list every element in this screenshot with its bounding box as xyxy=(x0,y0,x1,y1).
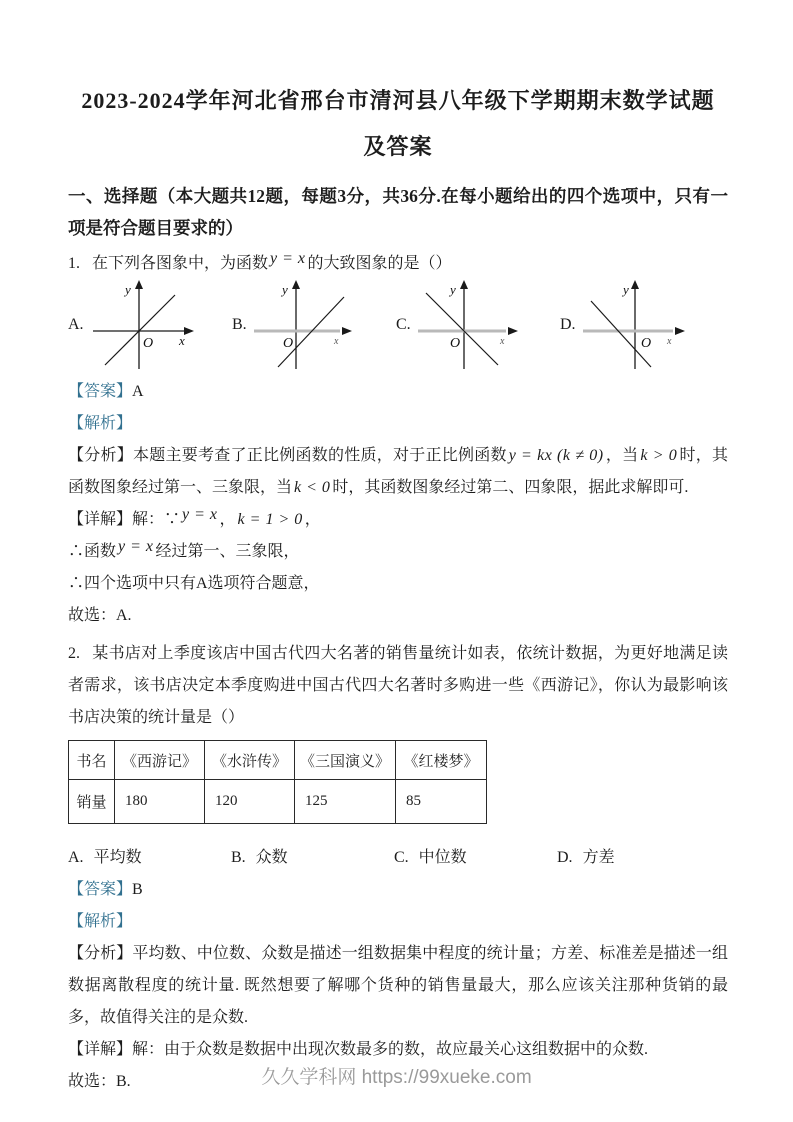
q1-conclusion-1-text-2: 经过第一、三象限， xyxy=(155,543,300,560)
y-axis-arrow-icon xyxy=(292,280,300,289)
x-axis-label: x xyxy=(666,336,672,347)
table-header-hongloumeng: 《红楼梦》 xyxy=(396,741,487,780)
q2-option-c xyxy=(394,842,557,874)
q1-stem-pre: 在下列各图象中，为函数 xyxy=(92,255,269,272)
q2-stem xyxy=(68,638,728,734)
q1-conclusion-2: ∴四个选项中只有A选项符合题意， xyxy=(68,575,320,592)
q2-option-d-text: 方差 xyxy=(582,849,615,866)
answer-label: 【答案】 xyxy=(68,383,133,400)
q1-stem xyxy=(68,248,728,280)
q2-option-a-label: A. xyxy=(68,849,84,866)
q2-detail-text: 解：由于众数是数据中出现次数最多的数，故应最关心这组数据中的众数. xyxy=(132,1041,649,1058)
x-axis-label: x xyxy=(333,336,339,347)
table-cell-value: 85 xyxy=(396,780,487,824)
q1-analysis-text-3: 时，其函数图象经过第一、三象限，当 xyxy=(68,447,728,496)
x-axis-arrow-icon xyxy=(184,327,194,335)
x-axis-label: x xyxy=(178,333,185,348)
q1-detail-text-2: ， xyxy=(219,511,236,528)
q2-options xyxy=(68,842,728,874)
site-footer xyxy=(0,1062,793,1089)
analysis-label: 【分析】 xyxy=(68,945,133,962)
table-header-xiyouji: 《西游记》 xyxy=(115,741,205,780)
q1-analysis-math-2: k > 0 xyxy=(640,447,678,464)
detail-label: 【详解】 xyxy=(68,1041,133,1058)
table-cell-value: 120 xyxy=(205,780,295,824)
q2-answer-line xyxy=(68,874,728,906)
graph-b-positive-slope-right-of-origin xyxy=(250,279,362,371)
q1-option-b xyxy=(232,280,396,370)
origin-label: O xyxy=(449,336,460,351)
origin-label: O xyxy=(640,336,651,351)
table-header-row xyxy=(69,741,487,780)
q1-conclusion-1-text-1: ∴函数 xyxy=(68,543,117,560)
table-header-sanguoyanyi: 《三国演义》 xyxy=(295,741,396,780)
q1-option-graphs xyxy=(68,280,728,370)
function-line xyxy=(591,301,651,367)
q1-conclusion-1-math: y = x xyxy=(118,538,154,555)
q2-option-a xyxy=(68,842,231,874)
option-b-label: B. xyxy=(232,316,247,333)
q2-analysis-text: 平均数、中位数、众数是描述一组数据集中程度的统计量；方差、标准差是描述一组数据离散程度的统计量. 既然想要了解哪个货种的销售量最大，那么应该关注那种货销的最多，故值得关注的是众数. xyxy=(68,945,728,1026)
function-line xyxy=(426,293,498,365)
q1-analysis-text-2: ，当 xyxy=(605,447,639,464)
analysis-label: 【分析】 xyxy=(68,447,133,464)
option-a-label: A. xyxy=(68,316,84,333)
q1-option-a xyxy=(68,280,232,370)
q1-analysis-text-1: 本题主要考查了正比例函数的性质，对于正比例函数 xyxy=(133,447,507,464)
q1-analysis-math-3: k < 0 xyxy=(294,479,331,496)
q1-detail-text-3: ， xyxy=(304,511,321,528)
table-row-label: 销量 xyxy=(69,780,115,824)
y-axis-arrow-icon xyxy=(460,280,468,289)
q1-final-answer: 故选：A. xyxy=(68,607,132,624)
q1-answer-value: A xyxy=(132,383,144,400)
table-row xyxy=(69,780,487,824)
x-axis-arrow-icon xyxy=(675,327,685,335)
q2-option-d xyxy=(557,842,615,874)
q1-analysis xyxy=(68,440,728,504)
q2-stem-text: 某书店对上季度该店中国古代四大名著的销售量统计如表，依统计数据，为更好地满足读者需求，该书店决定本季度购进中国古代四大名著时多购进一些《西游记》，你认为最影响该书店决策的统计量是（） xyxy=(68,645,728,726)
q1-analysis-math-1: y = kx (k ≠ 0) xyxy=(508,447,604,464)
q1-option-d xyxy=(560,280,691,370)
explain-label: 【解析】 xyxy=(68,415,133,432)
q2-analysis xyxy=(68,938,728,1034)
answer-label: 【答案】 xyxy=(68,881,133,898)
sales-table xyxy=(68,740,487,824)
graph-d-negative-slope-left-of-origin xyxy=(579,279,691,371)
q2-option-b-label: B. xyxy=(231,849,246,866)
q1-analysis-text-4: 时，其函数图象经过第二、四象限，据此求解即可. xyxy=(332,479,689,496)
q1-formula: y = x xyxy=(270,250,306,267)
table-cell-value: 125 xyxy=(295,780,396,824)
footer-link[interactable]: 久久学科网 https://99xueke.com xyxy=(261,1067,532,1088)
q1-detail-math-2: k = 1 > 0 xyxy=(237,511,303,528)
table-header-book: 书名 xyxy=(69,741,115,780)
y-axis-label: y xyxy=(622,282,629,297)
page-title: 2023-2024学年河北省邢台市清河县八年级下学期期末数学试题及答案 xyxy=(81,88,715,159)
q1-detail-math-1: y = x xyxy=(182,506,218,523)
y-axis-arrow-icon xyxy=(135,280,143,289)
y-axis-label: y xyxy=(449,282,456,297)
document-content xyxy=(68,0,728,1098)
q2-option-b xyxy=(231,842,394,874)
q1-explain-line xyxy=(68,408,728,440)
q1-number: 1. xyxy=(68,255,80,272)
q2-answer-value: B xyxy=(132,881,143,898)
x-axis-arrow-icon xyxy=(508,327,518,335)
option-c-label: C. xyxy=(396,316,411,333)
q2-explain-line xyxy=(68,906,728,938)
table-header-shuihuzhuan: 《水浒传》 xyxy=(205,741,295,780)
q2-option-d-label: D. xyxy=(557,849,573,866)
q1-answer-line xyxy=(68,376,728,408)
q2-option-b-text: 众数 xyxy=(255,849,288,866)
q2-number: 2. xyxy=(68,645,80,662)
q1-detail xyxy=(68,504,728,536)
graph-c-negative-slope-through-origin xyxy=(414,279,526,371)
function-line xyxy=(105,295,175,365)
x-axis-label: x xyxy=(499,336,505,347)
explain-label: 【解析】 xyxy=(68,913,133,930)
q2-option-c-label: C. xyxy=(394,849,409,866)
x-axis-arrow-icon xyxy=(342,327,352,335)
y-axis-label: y xyxy=(124,282,131,297)
y-axis-label: y xyxy=(281,282,288,297)
graph-a-positive-slope-through-origin xyxy=(87,279,199,371)
q1-stem-post: 的大致图象的是（） xyxy=(307,255,452,272)
origin-label: O xyxy=(142,336,153,351)
q1-conclusion-1 xyxy=(68,536,728,568)
q2-option-a-text: 平均数 xyxy=(93,849,142,866)
q2-option-c-text: 中位数 xyxy=(418,849,467,866)
q1-option-c xyxy=(396,280,560,370)
y-axis-arrow-icon xyxy=(631,280,639,289)
q2-final-answer: 故选：B. xyxy=(68,1073,131,1090)
detail-label: 【详解】 xyxy=(68,511,133,528)
section-heading: 一、选择题（本大题共12题，每题3分，共36分.在每小题给出的四个选项中，只有一项是符合题目要求的） xyxy=(68,186,728,238)
table-cell-value: 180 xyxy=(115,780,205,824)
q1-detail-text-1: 解：∵ xyxy=(132,511,181,528)
option-d-label: D. xyxy=(560,316,576,333)
origin-label: O xyxy=(282,336,293,351)
